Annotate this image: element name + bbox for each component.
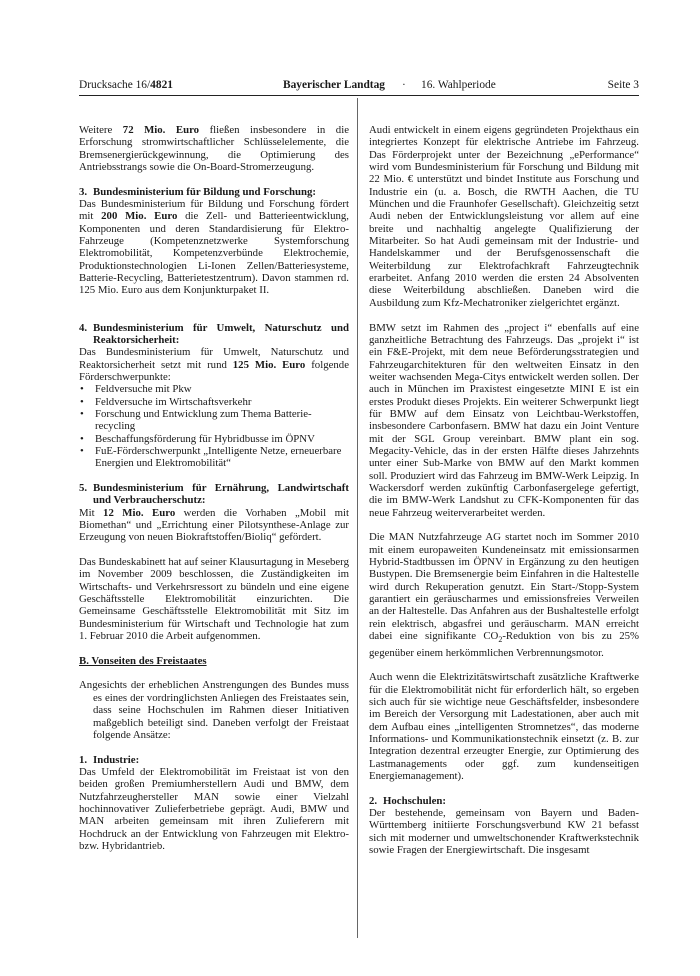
left-column xyxy=(79,124,349,852)
text: die Zell- und Batterieentwicklung, Komponenten und deren Standardisierung für Elektro-Fahrzeuge (Kompetenznetzwerke Systemforschung Elektromobilität, Kompetenzverbünde Elektrochemie, Produktionstechnologien Li-Ionen Zellen/Batteriesysteme, Batterie-Recycling, Batterietestzentrum). Davon stammen rd. 125 Mio. Euro aus dem Konjunkturpaket II. xyxy=(79,210,349,297)
text: werden die Vorhaben „Mobil mit Biomethan“ und „Errichtung einer Pilotsynthese-Anlage zur Erzeugung von neuen Biokraftstoffen/Bioliq“ gefördert. xyxy=(79,506,349,544)
paragraph-bmelv xyxy=(79,507,349,544)
document-number xyxy=(79,78,173,92)
list-item: • FuE-Förderschwerpunkt „Intelligente Netze, erneuerbare Energien und Elektromobilität“ xyxy=(79,445,349,470)
column-divider xyxy=(357,98,358,938)
text: Die MAN Nutzfahrzeuge AG startet noch im Sommer 2010 mit einem europaweiten Kundeneinsatz mit emissionsarmen Hybrid-Stadtbussen im ÖPNV in Ergänzung zu den heutigen Bustypen. Die Bremsenergie beim Einfahren in die Haltestelle wird durch Rekuperation genutzt. Ein Start-/Stopp-System garantiert ein geräuscharmes und emissionsfreies Verweilen an der Haltestelle. Das Anfahren aus der Bushaltestelle erfolgt rein elektrisch, abgasfrei und geräuscharm. MAN erreicht dabei eine signifikante CO xyxy=(369,531,639,643)
text: -Reduktion von bis zu 25% gegenüber einem herkömmlichen Verbrennungsmotor. xyxy=(369,630,640,659)
amount-12-mio: 12 Mio. Euro xyxy=(103,506,176,519)
text: folgende Förderschwerpunkte: xyxy=(79,358,349,383)
text: Das Bundesministerium für Umwelt, Naturschutz und Reaktorsicherheit setzt mit rund xyxy=(79,346,349,371)
heading-title: Bundesministerium für Ernährung, Landwirtschaft und Verbraucherschutz: xyxy=(93,481,349,507)
heading-title: Bundesministerium für Bildung und Forschung: xyxy=(93,185,316,198)
paragraph-bmbf xyxy=(79,198,349,297)
heading-number: 4. xyxy=(79,321,88,334)
list-item: • Beschaffungsförderung für Hybridbusse im ÖPNV xyxy=(79,433,349,445)
doc-prefix: Drucksache 16/ xyxy=(79,79,151,91)
heading-title: Industrie: xyxy=(93,753,140,766)
paragraph-bmu xyxy=(79,346,349,383)
header-rule xyxy=(79,95,639,96)
text: Das Bundesministerium für Bildung und Forschung fördert mit xyxy=(79,198,349,223)
heading-number: 5. xyxy=(79,481,88,494)
text: Mit xyxy=(79,506,104,519)
list-item: • Feldversuche mit Pkw xyxy=(79,383,349,395)
amount-200-mio: 200 Mio. Euro xyxy=(101,210,178,223)
heading-hochschulen xyxy=(369,795,639,807)
right-column xyxy=(369,124,639,856)
legislative-period: 16. Wahlperiode xyxy=(421,79,496,91)
paragraph-hochschulen: Der bestehende, gemeinsam von Bayern und Baden-Württemberg initiierte Forschungsverbund KW 21 befasst sich mit moderner und umweltschonender Kraftwerkstechnik sowie Fragen der Energiewirtschaft. Die insgesamt xyxy=(369,807,639,857)
heading-number: 1. xyxy=(79,753,88,766)
page-header xyxy=(79,76,639,94)
paragraph-bundeskabinett: Das Bundeskabinett hat auf seiner Klausurtagung in Meseberg im November 2009 beschlossen, die Zuständigkeiten im Wirtschafts- und Verkehrsressort zu bündeln und eine eigene Geschäftsstelle Elektromobilität einzurichten. Die Gemeinsame Geschäftsstelle Elektromobilität mit Sitz im Bundesministerium für Wirtschaft und Technologie hat zum 1. Februar 2010 die Arbeit aufgenommen. xyxy=(79,556,349,643)
paragraph-freistaat: Angesichts der erheblichen Anstrengungen des Bundes muss es eines der vordringlichsten Anliegen des Freistaates sein, dass seine Hochschulen im Rahmen dieser Initiativen maßgeblich beteiligt sind. Daneben verfolgt der Freistaat folgende Ansätze: xyxy=(79,679,349,741)
paragraph-man xyxy=(369,531,639,659)
heading-title: Hochschulen: xyxy=(383,794,446,807)
heading-bmu xyxy=(79,322,349,347)
list-item: • Forschung und Entwicklung zum Thema Batterie-recycling xyxy=(79,408,349,433)
heading-number: 2. xyxy=(369,794,378,807)
heading-industrie xyxy=(79,754,349,766)
paragraph-72-mio xyxy=(79,124,349,173)
bullet-list-bmu xyxy=(79,383,349,469)
amount-125-mio: 125 Mio. Euro xyxy=(232,358,306,371)
heading-title: Bundesministerium für Umwelt, Naturschutz und Reaktorsicherheit: xyxy=(93,321,349,346)
institution-name: Bayerischer Landtag xyxy=(283,79,385,91)
section-heading-b: B. Vonseiten des Freistaates xyxy=(79,654,207,667)
list-item: • Feldversuche im Wirtschaftsverkehr xyxy=(79,396,349,408)
heading-number: 3. xyxy=(79,185,88,198)
paragraph-audi: Audi entwickelt in einem eigens gegründeten Projekthaus ein integriertes Konzept für elektrische Antriebe im Fahrzeug. Das Förderprojekt unter der Bezeichnung „ePerformance“ wird vom Bundesministerium für Forschung und Bildung mit 22 Mio. € unterstützt und bindet Institute aus Forschung und Industrie ein (u. a. Bosch, die RWTH Aachen, die TU München und die Fraunhofer Gesellschaft). Gleichzeitig setzt Audi neben der Entwicklungsleistung vor allem auf eine breite und nachhaltig angelegte Qualifizierung der Mitarbeiter. So hat Audi gemeinsam mit der Industrie- und Handelskammer und der Berufsgenossenschaft die Weiterbildung zur Elektrofachkraft Fahrzeugtechnik erarbeitet. Anfang 2010 werden die ersten 24 Absolventen diese Weiterbildung abschließen. Daneben wird die Ausbildung zum Kfz-Mechatroniker zielgerichtet ergänzt. xyxy=(369,124,639,309)
doc-number-bold: 4821 xyxy=(150,79,173,91)
page-number: Seite 3 xyxy=(607,79,639,91)
header-separator: · xyxy=(402,79,406,91)
co2-subscript: 2 xyxy=(498,635,503,645)
amount-72-mio: 72 Mio. Euro xyxy=(122,124,200,136)
text: Weitere xyxy=(79,124,123,136)
heading-bmelv xyxy=(79,482,349,507)
heading-bmbf xyxy=(79,186,349,198)
text: fließen insbesondere in die Erforschung stromwirtschaftlicher Schlüsselelemente, die Bremsenergierückgewinnung, die Optimierung des Antriebsstrangs sowie die On-Board-Stromerzeugung. xyxy=(79,124,349,174)
paragraph-bmw: BMW setzt im Rahmen des „project i“ ebenfalls auf eine ganzheitliche Betrachtung des Fahrzeugs. Das „projekt i“ ist ein F&E-Projekt, mit dem neue Beförderungsstrategien und Fahrzeugarchitekturen für den weltweiten Einsatz in den weiter wachsenden Mega-Citys entwickelt werden sollen. Der auch in München im Praxistest eingesetzte MINI E ist ein erstes Produkt dieses Projekts. Ein weiterer Schwerpunkt liegt für BMW auf dem Einsatz von Leichtbau-Werkstoffen, insbesondere Carbonfasern. BMW hat dazu ein Joint Venture mit der SGL Group vereinbart. BMW plant ein sog. Megacity-Vehicle, das in der ersten Hälfte dieses Jahrzehnts unter einer Sub-Marke von BMW auf den Markt kommen soll. Produziert wird das Fahrzeug im BMW-Werk Leipzig. In Wackersdorf werden zukünftig Carbonfasergelege gefertigt, die im BMW-Werk Landshut zu CFK-Komponenten für das neue Fahrzeug weiterverarbeitet werden. xyxy=(369,321,639,519)
paragraph-industrie: Das Umfeld der Elektromobilität im Freistaat ist von den beiden großen Premiumherstellern Audi und BMW, dem Nutzfahrzeughersteller MAN sowie einer Vielzahl hochinnovativer Zulieferbetriebe geprägt. Audi, BMW und MAN arbeiten gemeinsam mit ihren Zulieferern mit Hochdruck an der Entwicklung von Fahrzeugen mit Elektro- bzw. Hybridantrieb. xyxy=(79,765,349,852)
paragraph-elektrizitaetswirtschaft: Auch wenn die Elektrizitätswirtschaft zusätzliche Kraftwerke für die Elektromobilität nicht für erforderlich hält, so ergeben sich auch für sie wichtige neue Geschäftsfelder, insbesondere im Bereich der Versorgung mit Ladestationen, aber auch mit dem Aufbau eines „intelligenten Stromnetzes“, das moderne Informations- und Kommunikationstechnik einsetzt (z. B. zur Integration dezentral erzeugter Energie, zur Optimierung des Lastmanagements oder ggf. zum kundenseitigen Energiemanagement). xyxy=(369,671,639,783)
